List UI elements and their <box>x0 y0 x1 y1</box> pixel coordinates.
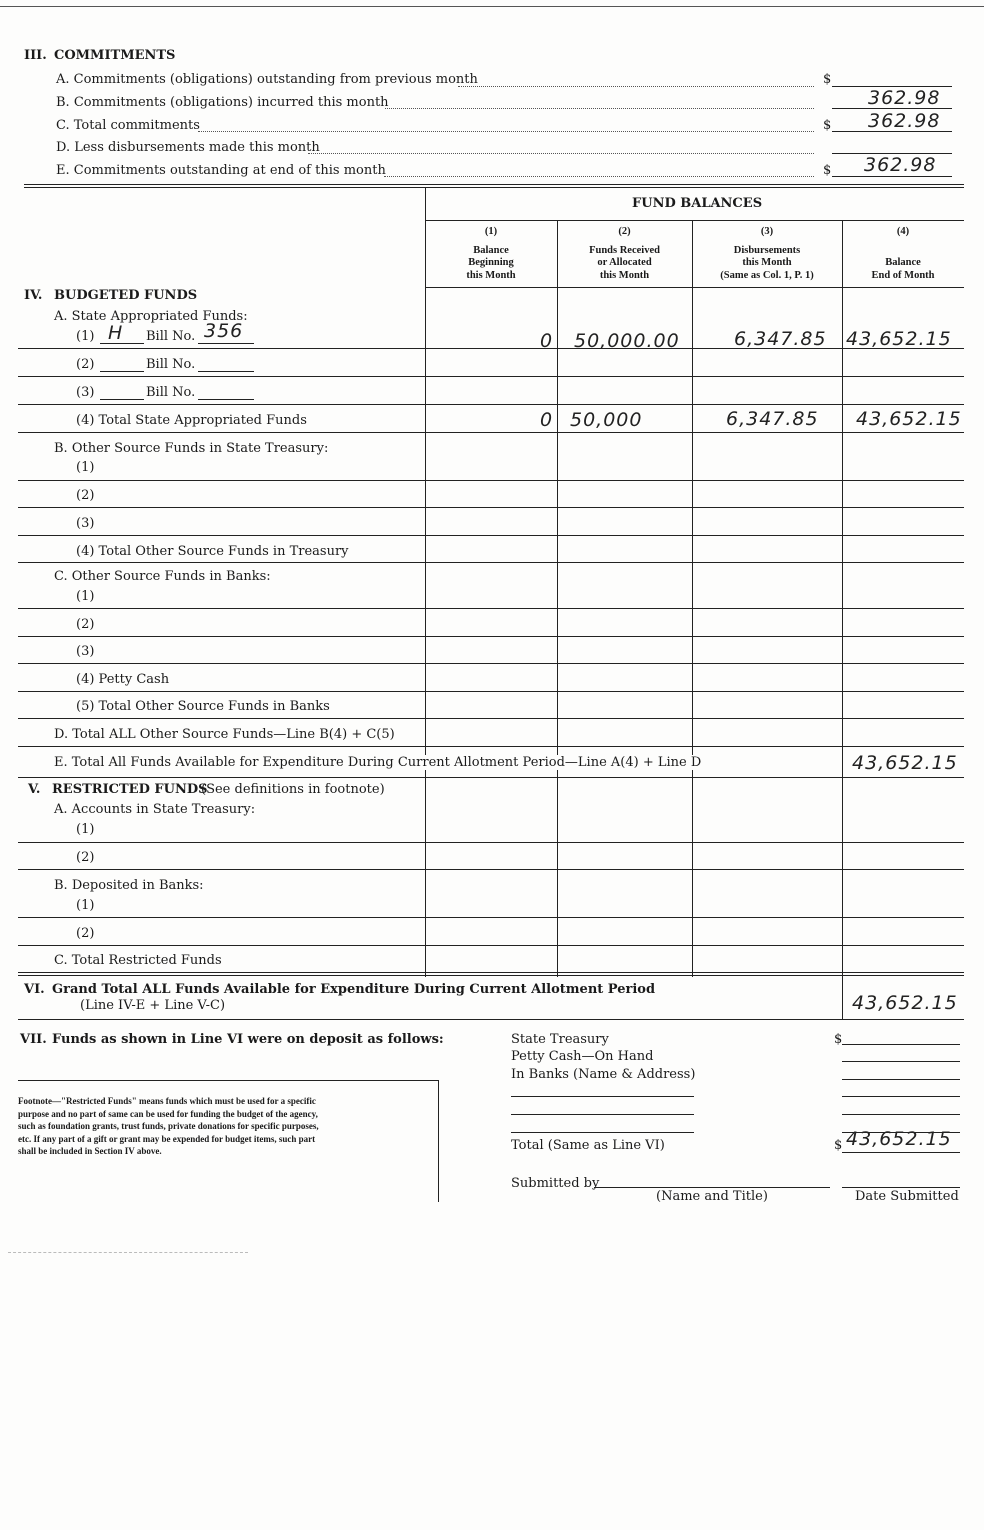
commitment-c-dollar: $ <box>823 118 832 133</box>
col-divider-4-lower <box>842 777 843 975</box>
row-rule <box>18 842 964 843</box>
col4-l1 <box>842 245 964 258</box>
col4-num: (4) <box>896 226 910 237</box>
col2-header <box>557 226 692 282</box>
col2-l2: or Allocated <box>597 257 652 268</box>
bank-entry-amount-line <box>842 1096 960 1097</box>
footnote-line-3: such as foundation grants, trust funds, private donations for specific purposes, <box>18 1121 319 1131</box>
col4-header <box>842 226 964 282</box>
commitments-number: III. <box>24 48 47 63</box>
commitment-c-label: C. Total commitments <box>56 118 200 133</box>
row-rule <box>18 691 964 692</box>
commitment-b-label: B. Commitments (obligations) incurred this month <box>56 95 389 110</box>
deposit-total-dollar: $ <box>834 1138 843 1153</box>
restricted-a-heading: A. Accounts in State Treasury: <box>54 802 256 817</box>
total-state-col3: 6,347.85 <box>726 408 819 430</box>
scan-artifact-line <box>8 1252 248 1253</box>
commitment-e-leader <box>384 176 814 177</box>
deposit-label: Funds as shown in Line VI were on deposit as follows: <box>52 1032 444 1047</box>
bill1-type: H <box>108 322 124 344</box>
restricted-b2: (2) <box>76 926 95 941</box>
footnote-box-top <box>18 1080 438 1081</box>
commitment-a-label: A. Commitments (obligations) outstanding from previous month <box>56 72 478 87</box>
bill3-type-line <box>100 399 144 400</box>
commitment-a-dollar: $ <box>823 72 832 87</box>
submitted-by-line <box>594 1187 830 1188</box>
bank-entry-line <box>511 1132 694 1133</box>
row-rule <box>18 562 964 563</box>
row-rule <box>18 746 964 747</box>
row-rule <box>18 945 964 946</box>
name-title-caption: (Name and Title) <box>656 1189 768 1204</box>
row-rule <box>18 432 964 433</box>
fund-balances-title-rule <box>425 220 964 221</box>
commitment-b-leader <box>385 108 814 109</box>
row-rule <box>18 869 964 870</box>
bill1-no-line <box>198 343 254 344</box>
bill1-col2: 50,000.00 <box>574 330 680 352</box>
treasury-item-2: (2) <box>76 488 95 503</box>
fund-balances-title: FUND BALANCES <box>632 196 763 211</box>
treasury-heading: B. Other Source Funds in State Treasury: <box>54 441 329 456</box>
bill3-label: Bill No. <box>146 385 196 400</box>
header-bottom-rule <box>425 287 964 288</box>
bill1-label: Bill No. <box>146 329 196 344</box>
footnote-box-right <box>438 1080 439 1202</box>
row-rule <box>18 608 964 609</box>
footnote-line-5: shall be included in Section IV above. <box>18 1146 162 1156</box>
commitments-heading: COMMITMENTS <box>54 48 176 63</box>
date-submitted-caption: Date Submitted <box>855 1189 959 1204</box>
restricted-a1: (1) <box>76 822 95 837</box>
row-rule <box>18 636 964 637</box>
bill2-label: Bill No. <box>146 357 196 372</box>
petty-cash-label: (4) Petty Cash <box>76 672 170 687</box>
footnote-line-2: purpose and no part of same can be used for funding the budget of the agency, <box>18 1108 318 1119</box>
col3-l1: Disbursements <box>733 244 801 256</box>
bill3-no-line <box>198 399 254 400</box>
section-divider-top <box>24 184 964 185</box>
banks-item-3: (3) <box>76 644 95 659</box>
commitment-c-value: 362.98 <box>868 110 941 132</box>
total-state-appropriated-label: (4) Total State Appropriated Funds <box>76 413 307 428</box>
row-rule <box>18 480 964 481</box>
submitted-by-label: Submitted by <box>511 1176 600 1191</box>
bank-entry-line <box>511 1114 694 1115</box>
col1-l2: Beginning <box>468 257 514 268</box>
banks-item-1: (1) <box>76 589 95 604</box>
row-rule <box>18 718 964 719</box>
commitment-c-leader <box>198 131 814 132</box>
col-divider-3 <box>692 220 693 977</box>
commitment-b-value: 362.98 <box>868 87 941 109</box>
grand-total-sub: (Line IV-E + Line V-C) <box>80 998 226 1013</box>
row-rule <box>18 917 964 918</box>
deposit-number: VII. <box>20 1032 47 1047</box>
row-rule <box>18 777 964 778</box>
state-appropriated-heading: A. State Appropriated Funds: <box>54 309 248 324</box>
treasury-total-label: (4) Total Other Source Funds in Treasury <box>76 544 349 559</box>
bill2-prefix: (2) <box>76 357 95 372</box>
col1-header <box>425 226 557 282</box>
row-rule <box>18 376 964 377</box>
row-rule <box>18 348 964 349</box>
commitment-a-leader <box>458 86 814 87</box>
grand-total-divider <box>842 975 843 1019</box>
col2-l1: Funds Received <box>589 244 660 256</box>
col-divider-4 <box>842 220 843 777</box>
col1-l1: Balance <box>473 244 509 256</box>
col3-header <box>692 226 842 282</box>
grand-total-label: Grand Total ALL Funds Available for Expenditure During Current Allotment Period <box>52 982 656 997</box>
col3-l3: (Same as Col. 1, P. 1) <box>720 269 814 281</box>
deposit-total-line <box>842 1152 960 1153</box>
col4-l3: End of Month <box>871 269 935 281</box>
budgeted-heading: BUDGETED FUNDS <box>54 288 198 303</box>
bill2-no-line <box>198 371 254 372</box>
line-d-label: D. Total ALL Other Source Funds—Line B(4) + C(5) <box>54 727 395 742</box>
col3-l2: this Month <box>742 257 792 268</box>
bill1-col3: 6,347.85 <box>734 328 827 350</box>
budgeted-number: IV. <box>24 288 43 303</box>
bill3-prefix: (3) <box>76 385 95 400</box>
grand-total-value: 43,652.15 <box>852 992 958 1014</box>
commitment-d-leader <box>308 153 814 154</box>
total-state-col1: 0 <box>540 409 554 431</box>
top-border <box>0 6 984 7</box>
grand-total-number: VI. <box>24 982 45 997</box>
bill1-col1: 0 <box>540 330 554 352</box>
banks-item-2: (2) <box>76 617 95 632</box>
banks-total-label: (5) Total Other Source Funds in Banks <box>76 699 330 714</box>
row-rule <box>18 507 964 508</box>
state-treasury-line <box>842 1044 960 1045</box>
deposit-total-value: 43,652.15 <box>846 1128 952 1150</box>
table-left-border <box>425 187 426 977</box>
footnote <box>18 1095 319 1158</box>
line-e-value: 43,652.15 <box>852 752 958 774</box>
in-banks-label: In Banks (Name & Address) <box>511 1067 696 1082</box>
total-state-col4: 43,652.15 <box>856 408 962 430</box>
row-rule-double <box>18 975 964 976</box>
treasury-item-1: (1) <box>76 460 95 475</box>
commitment-d-label: D. Less disbursements made this month <box>56 140 320 155</box>
deposit-total-label: Total (Same as Line VI) <box>511 1138 665 1153</box>
commitment-e-label: E. Commitments outstanding at end of this month <box>56 163 386 178</box>
banks-heading: C. Other Source Funds in Banks: <box>54 569 271 584</box>
bill1-prefix: (1) <box>76 329 95 344</box>
restricted-number: V. <box>28 782 41 797</box>
col2-num: (2) <box>618 226 631 237</box>
col4-l2: Balance <box>885 257 921 268</box>
bank-entry-line <box>511 1096 694 1097</box>
col3-num: (3) <box>760 226 774 237</box>
state-treasury-dollar: $ <box>834 1032 843 1047</box>
grand-total-rule <box>18 1019 964 1020</box>
restricted-total-label: C. Total Restricted Funds <box>54 953 222 968</box>
date-submitted-line <box>842 1187 960 1188</box>
restricted-b-heading: B. Deposited in Banks: <box>54 878 204 893</box>
footnote-line-4: etc. If any part of a gift or grant may be expended for budget items, such part <box>18 1133 316 1144</box>
footnote-line-1: Footnote—"Restricted Funds" means funds which must be used for a specific <box>18 1096 316 1106</box>
commitment-e-dollar: $ <box>823 163 832 178</box>
restricted-heading: RESTRICTED FUNDS <box>52 782 208 797</box>
col1-num: (1) <box>484 226 498 237</box>
petty-cash-hand-label: Petty Cash—On Hand <box>511 1049 654 1064</box>
row-rule <box>18 663 964 664</box>
col1-l3: this Month <box>466 269 516 281</box>
bank-entry-amount-line <box>842 1114 960 1115</box>
row-rule <box>18 535 964 536</box>
treasury-item-3: (3) <box>76 516 95 531</box>
in-banks-line <box>842 1079 960 1080</box>
restricted-heading-note: (See definitions in footnote) <box>201 782 385 797</box>
total-state-col2: 50,000 <box>570 409 643 431</box>
section-divider-bottom <box>24 187 964 188</box>
bill1-col4: 43,652.15 <box>846 328 952 350</box>
line-e-label: E. Total All Funds Available for Expenditure During Current Allotment Period—Line A(4) + Line D <box>54 755 707 770</box>
col2-l3: this Month <box>599 269 650 281</box>
row-rule <box>18 404 964 405</box>
petty-cash-line <box>842 1061 960 1062</box>
bill1-no: 356 <box>204 320 244 342</box>
restricted-a2: (2) <box>76 850 95 865</box>
commitment-e-value: 362.98 <box>864 154 937 176</box>
col-divider-2 <box>557 220 558 977</box>
state-treasury-label: State Treasury <box>511 1032 609 1047</box>
row-rule <box>18 972 964 973</box>
restricted-b1: (1) <box>76 898 95 913</box>
bill2-type-line <box>100 371 144 372</box>
commitment-e-value-line <box>832 176 952 177</box>
